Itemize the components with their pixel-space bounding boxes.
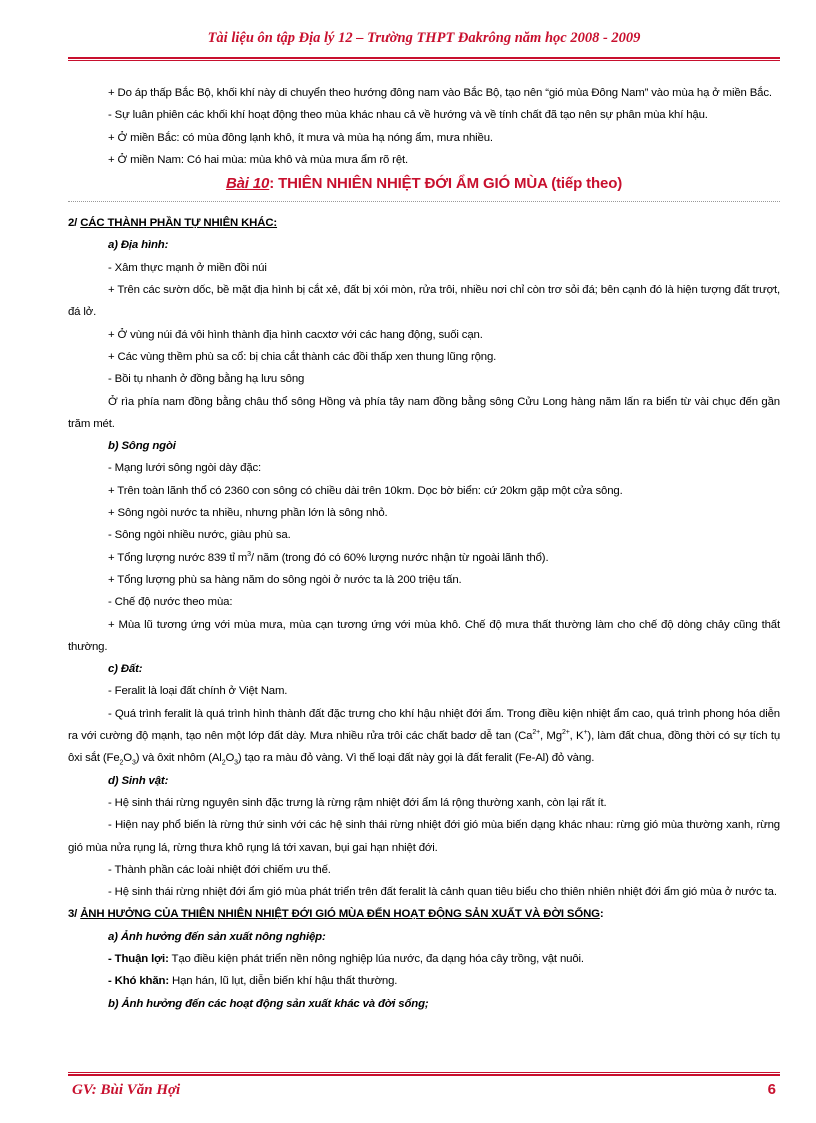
- paragraph: - Chế độ nước theo mùa:: [108, 596, 233, 609]
- paragraph: + Do áp thấp Bắc Bộ, khối khí này di chuyển theo hướng đông nam vào Bắc Bộ, tạo nên “gió mùa Đông Nam” vào mùa hạ ở miền Bắc.: [108, 87, 772, 99]
- lesson-title: [68, 171, 780, 197]
- subheading-terrain: a) Địa hình:: [108, 239, 169, 252]
- title-divider: [68, 201, 780, 202]
- paragraph: - Bồi tụ nhanh ở đồng bằng hạ lưu sông: [108, 373, 305, 386]
- paragraph: [68, 970, 780, 992]
- paragraph: [68, 703, 780, 770]
- paragraph: + Ở vùng núi đá vôi hình thành địa hình cacxtơ với các hang động, suối cạn.: [108, 328, 483, 341]
- text: O: [225, 752, 235, 765]
- text: + Tổng lượng nước 839 tỉ m: [108, 551, 248, 564]
- paragraph: - Xâm thực mạnh ở miền đồi núi: [108, 261, 267, 274]
- paragraph: - Hệ sinh thái rừng nhiệt đới ẩm gió mùa phát triển trên đất feralit là cảnh quan tiêu biểu cho thiên nhiên nhiệt đới ẩm gió mùa ở nước ta.: [108, 886, 777, 899]
- paragraph: - Mạng lưới sông ngòi dày đặc:: [108, 462, 262, 475]
- superscript: 3: [247, 550, 251, 558]
- page-content: [68, 82, 780, 1015]
- subheading-agriculture: a) Ảnh hưởng đến sản xuất nông nghiệp:: [108, 930, 326, 943]
- text: Hạn hán, lũ lụt, diễn biến khí hậu thất thường.: [169, 975, 398, 988]
- paragraph: - Hiện nay phổ biến là rừng thứ sinh với các hệ sinh thái rừng nhiệt đới gió mùa biến dạng khác nhau: rừng gió mùa thường xanh, rừng gió mùa nửa rụng lá, rừng thưa khô rụng lá tới xavan, bụi gai hạn nhiệt đới.: [68, 819, 780, 854]
- subscript: 3: [132, 759, 136, 767]
- superscript: 2+: [532, 729, 541, 737]
- text: ) tạo ra màu đỏ vàng. Vì thế loại đất này gọi là đất feralit (Fe-Al) đỏ vàng.: [237, 752, 595, 765]
- subheading-biota: d) Sinh vật:: [108, 774, 169, 787]
- text: ), làm đất chua, đồng thời có sự tích tụ ôxi sắt (Fe: [68, 730, 781, 765]
- text: / năm (trong đó có 60% lượng nước nhận từ ngoài lãnh thổ).: [250, 551, 549, 564]
- paragraph: + Mùa lũ tương ứng với mùa mưa, mùa cạn tương ứng với mùa khô. Chế độ mưa thất thường làm cho chế độ dòng chảy cũng thất thường.: [68, 618, 780, 653]
- paragraph: - Feralit là loại đất chính ở Việt Nam.: [108, 685, 288, 698]
- teacher-name: GV: Bùi Văn Hợi: [72, 1082, 181, 1098]
- footer-divider: [68, 1072, 780, 1076]
- text: - Quá trình feralit là quá trình hình thành đất đặc trưng cho khí hậu nhiệt đới ẩm. Trong điều kiện nhiệt ẩm cao, quá trình phong hóa diễn ra với cường độ mạnh, tạo nên một lớp đất dày. Mưa nhiều rửa trôi các chất badơ dễ tan (Ca: [68, 707, 780, 743]
- paragraph: Ở rìa phía nam đồng bằng châu thổ sông Hồng và phía tây nam đồng bằng sông Cửu Long hàng năm lấn ra biển từ vài chục đến gần trăm mét.: [68, 395, 780, 430]
- paragraph: + Trên các sườn dốc, bề mặt địa hình bị cắt xẻ, đất bị xói mòn, rửa trôi, nhiều nơi chỉ còn trơ sỏi đá; bên cạnh đó là hiện tượng đất trượt, đá lở.: [68, 284, 780, 319]
- header-divider: [68, 57, 780, 61]
- paragraph: [68, 948, 780, 970]
- label-advantage: - Thuận lợi:: [108, 952, 169, 965]
- page-number: 6: [767, 1081, 776, 1098]
- text: :: [599, 908, 604, 921]
- section-heading-3: [68, 903, 780, 925]
- text: , K: [569, 730, 584, 743]
- subheading-other-activities: b) Ảnh hưởng đến các hoạt động sản xuất khác và đời sống;: [108, 997, 429, 1010]
- section-heading-2: [68, 212, 780, 234]
- section-number: 3/: [68, 908, 81, 921]
- section-title: ẢNH HƯỞNG CỦA THIÊN NHIÊN NHIỆT ĐỚI GIÓ MÙA ĐẾN HOẠT ĐỘNG SẢN XUẤT VÀ ĐỜI SỐNG: [80, 908, 600, 921]
- superscript: 2+: [561, 729, 570, 737]
- text: , Mg: [540, 730, 562, 743]
- paragraph: + Trên toàn lãnh thổ có 2360 con sông có chiều dài trên 10km. Dọc bờ biển: cứ 20km gặp một cửa sông.: [108, 484, 623, 497]
- label-difficulty: - Khó khăn:: [108, 975, 169, 988]
- paragraph: - Thành phần các loài nhiệt đới chiếm ưu thế.: [108, 863, 331, 876]
- section-title: CÁC THÀNH PHẦN TỰ NHIÊN KHÁC:: [80, 217, 278, 230]
- superscript: +: [583, 729, 588, 737]
- paragraph: + Ở miền Bắc: có mùa đông lạnh khô, ít mưa và mùa hạ nóng ẩm, mưa nhiều.: [108, 131, 493, 144]
- paragraph: - Sự luân phiên các khối khí hoạt động theo mùa khác nhau cả về hướng và về tính chất đã tạo nên sự phân mùa khí hậu.: [108, 109, 708, 122]
- paragraph: + Ở miền Nam: Có hai mùa: mùa khô và mùa mưa ẩm rõ rệt.: [108, 153, 409, 166]
- subheading-rivers: b) Sông ngòi: [108, 440, 176, 453]
- subscript: 3: [234, 759, 238, 767]
- subscript: 2: [221, 759, 226, 767]
- subscript: 2: [119, 759, 124, 767]
- subheading-soil: c) Đất:: [108, 663, 143, 676]
- text: Tạo điều kiện phát triển nền nông nghiệp lúa nước, đa dạng hóa cây trồng, vật nuôi.: [168, 952, 584, 965]
- lesson-title-text: : THIÊN NHIÊN NHIỆT ĐỚI ẨM GIÓ MÙA (tiếp theo): [269, 175, 623, 193]
- paragraph: - Sông ngòi nhiều nước, giàu phù sa.: [108, 529, 291, 542]
- paragraph: + Tổng lượng phù sa hàng năm do sông ngòi ở nước ta là 200 triệu tấn.: [108, 573, 462, 586]
- paragraph: + Sông ngòi nước ta nhiều, nhưng phần lớn là sông nhỏ.: [108, 507, 388, 520]
- text: ) và ôxit nhôm (Al: [135, 752, 222, 765]
- section-number: 2/: [68, 217, 81, 230]
- lesson-number: Bài 10: [225, 175, 270, 193]
- paragraph: + Các vùng thềm phù sa cổ: bị chia cắt thành các đồi thấp xen thung lũng rộng.: [108, 350, 497, 363]
- text: O: [123, 752, 132, 765]
- paragraph: - Hệ sinh thái rừng nguyên sinh đặc trưng là rừng rậm nhiệt đới ẩm lá rộng thường xanh, còn lại rất ít.: [108, 796, 607, 809]
- paragraph: [68, 547, 780, 569]
- document-header: Tài liệu ôn tập Địa lý 12 – Trường THPT Đakrông năm học 2008 - 2009: [207, 30, 641, 46]
